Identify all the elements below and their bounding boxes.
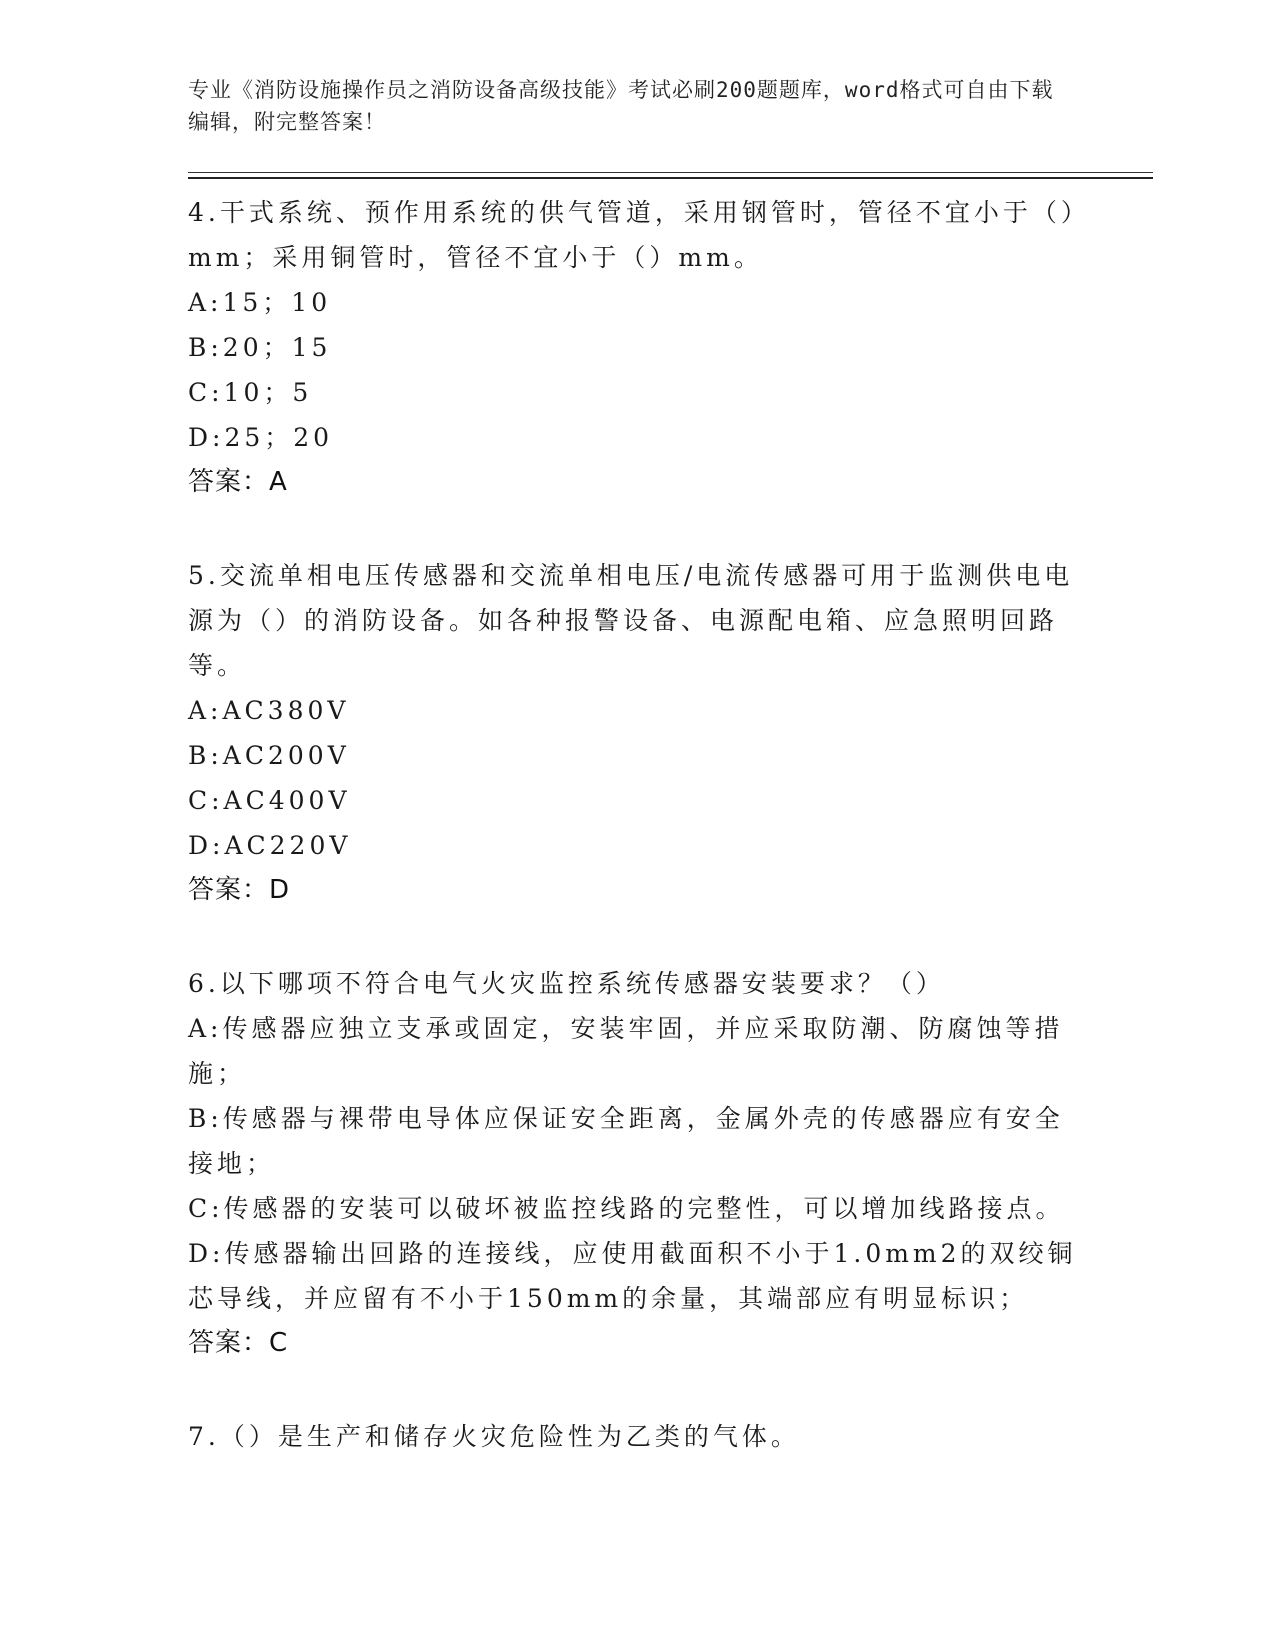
answer-line xyxy=(188,868,1078,913)
question-7 xyxy=(188,1414,1078,1459)
option-b: B:传感器与裸带电导体应保证安全距离，金属外壳的传感器应有安全接地； xyxy=(188,1104,1064,1178)
option-c: C:传感器的安装可以破坏被监控线路的完整性，可以增加线路接点。 xyxy=(188,1194,1065,1223)
option-d: D:传感器输出回路的连接线，应使用截面积不小于1.0mm2的双绞铜芯导线，并应留有不小于150mm的余量，其端部应有明显标识； xyxy=(188,1239,1077,1313)
answer-line xyxy=(188,1321,1078,1366)
answer-value: C xyxy=(269,1328,289,1358)
option-c: C:AC400V xyxy=(188,786,351,815)
answer-label: 答案： xyxy=(188,875,270,905)
answer-value: D xyxy=(269,875,291,905)
option-d: D:AC220V xyxy=(188,831,352,860)
option-c: C:10；5 xyxy=(188,378,313,407)
answer-label: 答案： xyxy=(188,467,270,497)
option-b: B:AC200V xyxy=(188,741,350,770)
question-text: 6.以下哪项不符合电气火灾监控系统传感器安装要求？（） xyxy=(188,969,945,998)
document-header: 专业《消防设施操作员之消防设备高级技能》考试必刷200题题库，word格式可自由下载编辑，附完整答案！ xyxy=(188,78,1054,134)
question-text: 5.交流单相电压传感器和交流单相电压/电流传感器可用于监测供电电源为（）的消防设备。如各种报警设备、电源配电箱、应急照明回路等。 xyxy=(188,561,1074,680)
option-a: A:AC380V xyxy=(188,696,350,725)
answer-line xyxy=(188,460,1078,505)
option-a: A:15；10 xyxy=(188,288,332,317)
header-divider-thick xyxy=(188,177,1153,179)
option-d: D:25；20 xyxy=(188,423,334,452)
question-list xyxy=(188,190,1078,1507)
option-a: A:传感器应独立支承或固定，安装牢固，并应采取防潮、防腐蚀等措施； xyxy=(188,1014,1064,1088)
answer-value: A xyxy=(269,467,288,497)
question-4 xyxy=(188,190,1078,505)
header-divider-thin xyxy=(188,172,1153,173)
option-b: B:20；15 xyxy=(188,333,332,362)
answer-label: 答案： xyxy=(188,1328,270,1358)
question-text: 4.干式系统、预作用系统的供气管道，采用钢管时，管径不宜小于（）mm；采用铜管时，管径不宜小于（）mm。 xyxy=(188,198,1078,272)
question-text: 7.（）是生产和储存火灾危险性为乙类的气体。 xyxy=(188,1422,800,1451)
question-5 xyxy=(188,553,1078,913)
question-6 xyxy=(188,961,1078,1366)
